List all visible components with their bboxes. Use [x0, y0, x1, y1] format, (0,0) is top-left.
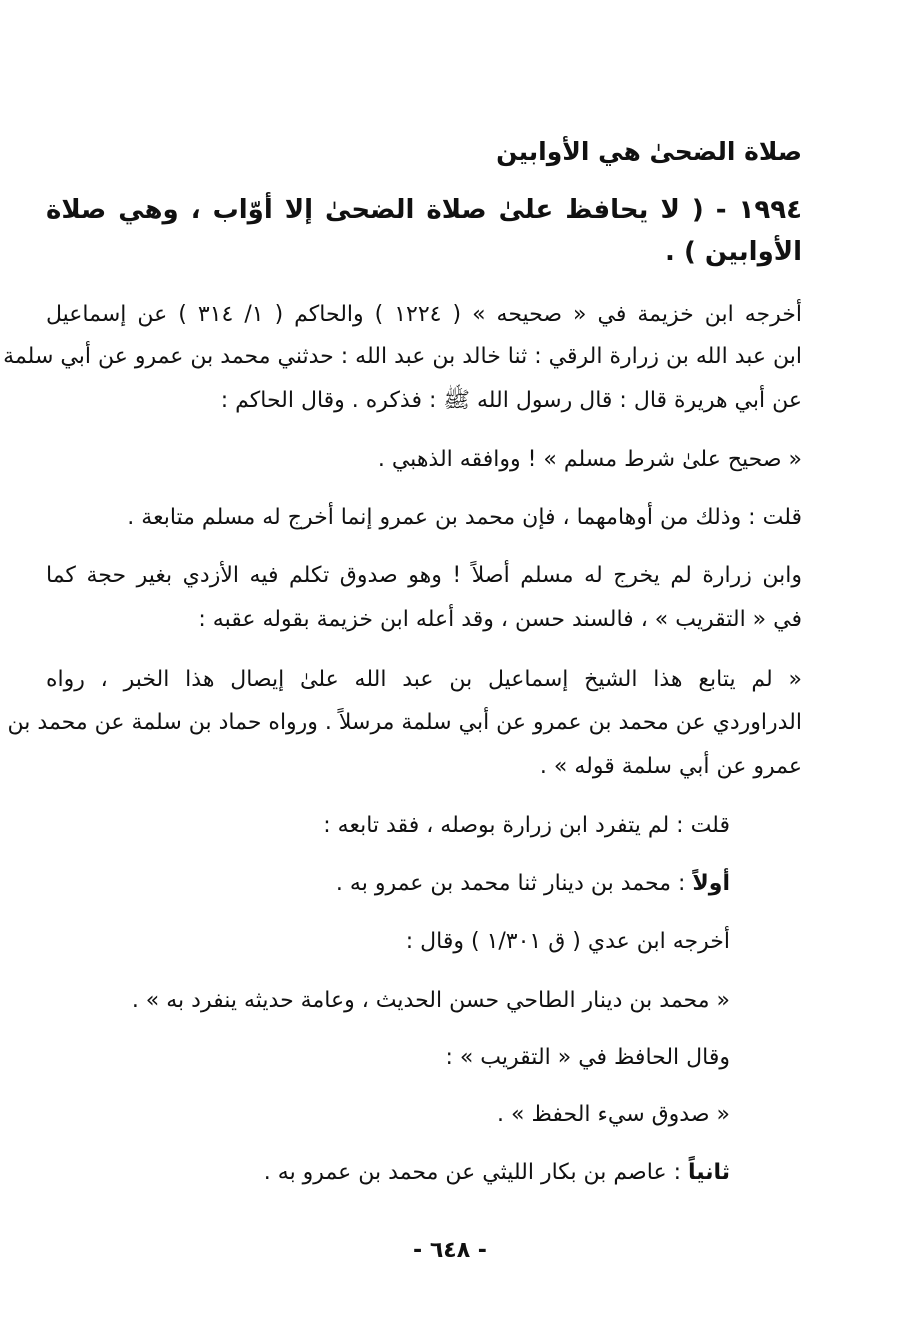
quote-4: « صدوق سيء الحفظ » . [497, 1102, 730, 1127]
section-heading: صلاة الضحىٰ هي الأوابين [496, 137, 802, 166]
paragraph-1-line-2: ابن عبد الله بن زرارة الرقي : ثنا خالد بن عبد الله : حدثني محمد بن عمرو عن أبي سلمة [3, 344, 802, 369]
quote-1: « صحيح علىٰ شرط مسلم » ! ووافقه الذهبي . [377, 447, 802, 472]
paragraph-2: قلت : وذلك من أوهامهما ، فإن محمد بن عمرو إنما أخرج له مسلم متابعة . [127, 505, 802, 530]
paragraph-3-line-1: وابن زرارة لم يخرج له مسلم أصلاً ! وهو صدوق تكلم فيه الأزدي بغير حجة كما [46, 563, 802, 588]
first-item [336, 864, 730, 904]
hadith-text-line-1: ١٩٩٤ - ( لا يحافظ علىٰ صلاة الضحىٰ إلا أوّاب ، وهي صلاة [46, 195, 802, 225]
page-number: - ٦٤٨ - [413, 1238, 487, 1263]
quote-2-line-1: « لم يتابع هذا الشيخ إسماعيل بن عبد الله علىٰ إيصال هذا الخبر ، رواه [46, 667, 802, 692]
paragraph-5: أخرجه ابن عدي ( ق ١/٣٠١ ) وقال : [405, 929, 730, 954]
first-item-text: : محمد بن دينار ثنا محمد بن عمرو به . [335, 871, 693, 896]
paragraph-1-line-3: عن أبي هريرة قال : قال رسول الله ﷺ : فذكره . وقال الحاكم : [220, 388, 802, 413]
quote-2-line-3: عمرو عن أبي سلمة قوله » . [539, 754, 802, 779]
paragraph-3-line-2: في « التقريب » ، فالسند حسن ، وقد أعله ابن خزيمة بقوله عقبه : [198, 607, 802, 632]
hadith-text-line-2: الأوابين ) . [665, 237, 802, 267]
quote-2-line-2: الدراوردي عن محمد بن عمرو عن أبي سلمة مرسلاً . ورواه حماد بن سلمة عن محمد بن [7, 710, 802, 735]
quote-3: « محمد بن دينار الطاحي حسن الحديث ، وعامة حديثه ينفرد به » . [131, 988, 730, 1013]
second-item [264, 1153, 730, 1193]
first-item-label: أولاً [692, 871, 730, 896]
paragraph-4: قلت : لم يتفرد ابن زرارة بوصله ، فقد تابعه : [323, 813, 730, 838]
paragraph-6: وقال الحافظ في « التقريب » : [445, 1045, 730, 1070]
second-item-label: ثانياً [687, 1160, 730, 1185]
paragraph-1-line-1: أخرجه ابن خزيمة في « صحيحه » ( ١٢٢٤ ) والحاكم ( ١/ ٣١٤ ) عن إسماعيل [46, 302, 802, 327]
second-item-text: : عاصم بن بكار الليثي عن محمد بن عمرو به . [263, 1160, 688, 1185]
